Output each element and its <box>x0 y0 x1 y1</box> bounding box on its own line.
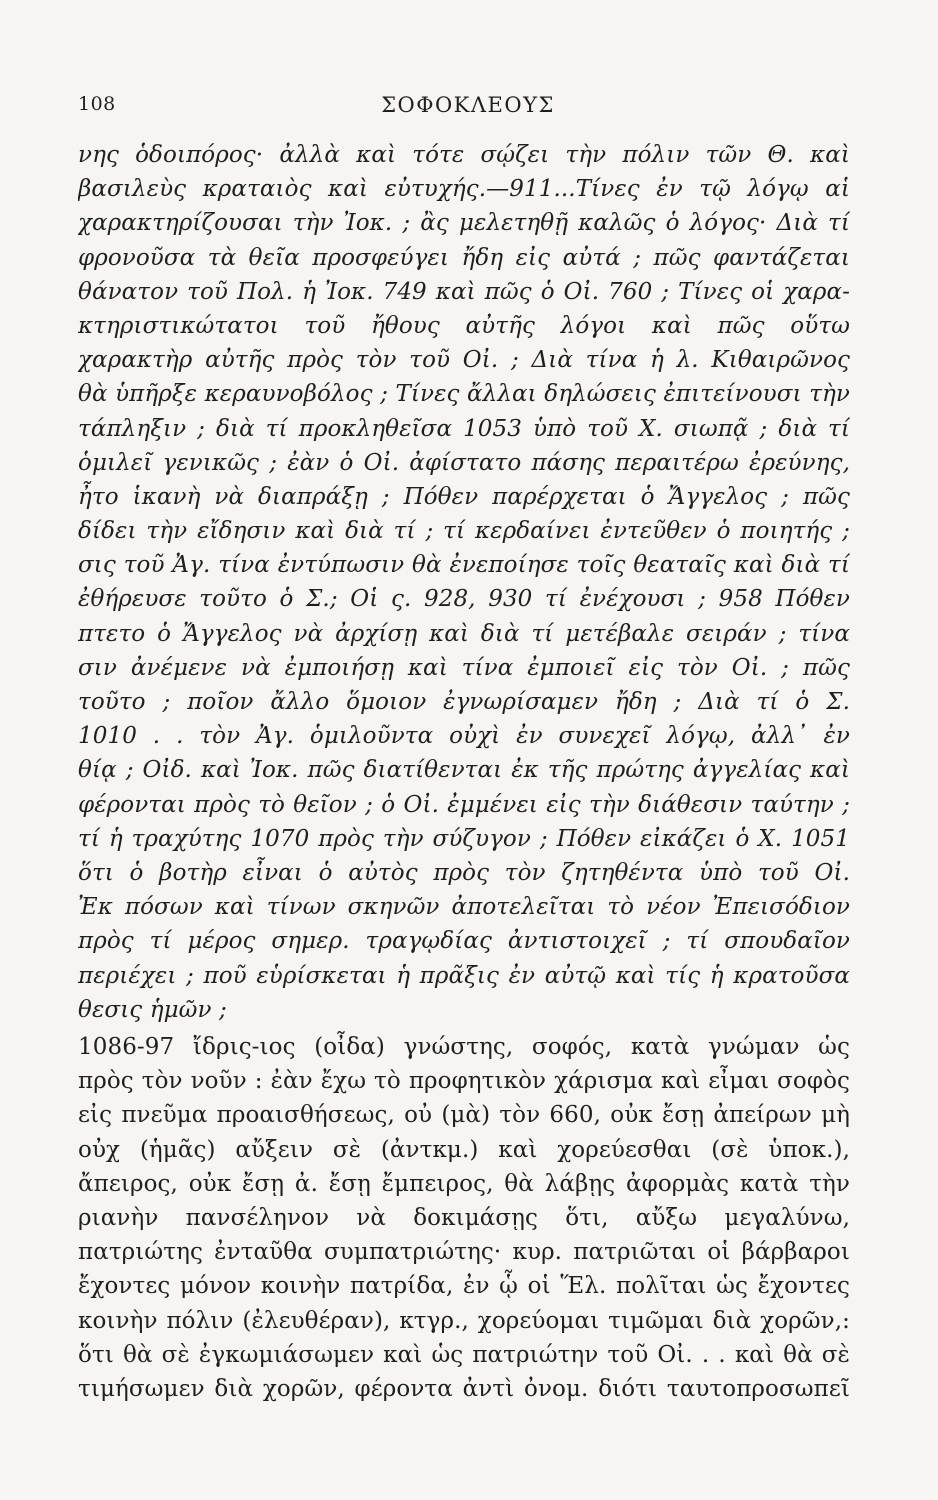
text-line: περιέχει ; ποῦ εὑρίσκεται ἡ πρᾶξις ἐν αὐτῷ καὶ τίς ἡ κρατοῦσα <box>78 962 850 989</box>
text-line: πατριώτης ἐνταῦθα συμπατριώτης· κυρ. πατριῶται οἱ βάρβαροι <box>78 1239 850 1266</box>
text-line: κοινὴν πόλιν (ἐλευθέραν), κτγρ., χορεύομαι τιμῶμαι διὰ χορῶν,: <box>78 1307 850 1334</box>
study-questions-paragraph <box>78 138 850 1027</box>
text-line: ἐθήρευσε τοῦτο ὁ Σ.; Οἱ ς. 928, 930 τί ἐνέχουσι ; 958 Πόθεν <box>78 586 850 613</box>
text-line: τιμήσωμεν διὰ χορῶν, φέροντα ἀντὶ ὀνομ. διότι ταυτοπροσωπεῖ <box>78 1375 850 1402</box>
text-line: ἄπειρος, οὐκ ἔσῃ ἀ. ἔσῃ ἔμπειρος, θὰ λάβῃς ἀφορμὰς κατὰ τὴν <box>78 1170 850 1197</box>
text-line: Ἐκ πόσων καὶ τίνων σκηνῶν ἀποτελεῖται τὸ νέον Ἐπεισόδιον <box>78 894 850 921</box>
page-header <box>78 93 858 127</box>
text-line: 1010 . . τὸν Ἀγ. ὁμιλοῦντα οὐχὶ ἐν συνεχεῖ λόγῳ, ἀλλ᾽ ἐν <box>78 723 850 750</box>
text-line: τοῦτο ; ποῖον ἄλλο ὅμοιον ἐγνωρίσαμεν ἤδη ; Διὰ τί ὁ Σ. <box>78 689 850 715</box>
text-line: βασιλεὺς κραταιὸς καὶ εὐτυχής.—911...Τίνες ἐν τῷ λόγῳ αἱ <box>78 176 850 203</box>
text-line: τάπληξιν ; διὰ τί προκληθεῖσα 1053 ὑπὸ τοῦ Χ. σιωπᾷ ; διὰ τί <box>78 415 850 442</box>
text-line: ὁμιλεῖ γενικῶς ; ἐὰν ὁ Οἰ. ἀφίστατο πάσης περαιτέρω ἐρεύνης, <box>78 449 850 476</box>
text-line: πρὸς τὸν νοῦν : ἐὰν ἔχω τὸ προφητικὸν χάρισμα καὶ εἶμαι σοφὸς <box>78 1068 850 1095</box>
text-line: θίᾳ ; Οἰδ. καὶ Ἰοκ. πῶς διατίθενται ἐκ τῆς πρώτης ἀγγελίας καὶ <box>78 757 850 784</box>
text-line: 1086-97 ἴδρις-ιος (οἶδα) γνώστης, σοφός, κατὰ γνώμαν ὡς <box>78 1034 850 1060</box>
text-line: χαρακτηρίζουσαι τὴν Ἰοκ. ; ἂς μελετηθῇ καλῶς ὁ λόγος· Διὰ τί <box>78 210 850 237</box>
text-line: ριανὴν πανσέληνον νὰ δοκιμάσῃς ὅτι, αὔξω μεγαλύνω, <box>78 1204 850 1231</box>
text-line: σις τοῦ Ἀγ. τίνα ἐντύπωσιν θὰ ἐνεποίησε τοῖς θεαταῖς καὶ διὰ τί <box>78 552 850 579</box>
text-line: κτηριστικώτατοι τοῦ ἤθους αὐτῆς λόγοι καὶ πῶς οὕτω <box>78 312 850 339</box>
text-line: εἰς πνεῦμα προαισθήσεως, οὐ (μὰ) τὸν 660, οὐκ ἔσῃ ἀπείρων μὴ <box>78 1102 850 1129</box>
page-number: 108 <box>78 93 116 115</box>
text-line: οὐχ (ἡμᾶς) αὔξειν σὲ (ἀντκμ.) καὶ χορεύεσθαι (σὲ ὑποκ.), <box>78 1136 850 1163</box>
commentary-paragraph <box>78 1030 850 1406</box>
running-title: ΣΟΦΟΚΛΕΟΥΣ <box>381 93 555 117</box>
text-line: θάνατον τοῦ Πολ. ἡ Ἰοκ. 749 καὶ πῶς ὁ Οἰ. 760 ; Τίνες οἱ χαρα- <box>78 278 850 305</box>
text-line: ἦτο ἱκανὴ νὰ διαπράξῃ ; Πόθεν παρέρχεται ὁ Ἄγγελος ; πῶς <box>78 483 850 510</box>
text-line: πρὸς τί μέρος σημερ. τραγῳδίας ἀντιστοιχεῖ ; τί σπουδαῖον <box>78 928 850 955</box>
text-line: θεσις ἡμῶν ; <box>78 996 227 1023</box>
text-line: χαρακτὴρ αὐτῆς πρὸς τὸν τοῦ Οἰ. ; Διὰ τίνα ἡ λ. Κιθαιρῶνος <box>78 347 850 374</box>
text-line: νης ὁδοιπόρος· ἀλλὰ καὶ τότε σῴζει τὴν πόλιν τῶν Θ. καὶ <box>78 142 850 168</box>
text-line: σιν ἀνέμενε νὰ ἐμποιήσῃ καὶ τίνα ἐμποιεῖ εἰς τὸν Οἰ. ; πῶς <box>78 654 850 681</box>
text-line: δίδει τὴν εἴδησιν καὶ διὰ τί ; τί κερδαίνει ἐντεῦθεν ὁ ποιητής ; <box>78 518 850 545</box>
text-line: ὅτι θὰ σὲ ἐγκωμιάσωμεν καὶ ὡς πατριώτην τοῦ Οἰ. . . καὶ θὰ σὲ <box>78 1341 850 1368</box>
text-line: φέρονται πρὸς τὸ θεῖον ; ὁ Οἰ. ἐμμένει εἰς τὴν διάθεσιν ταύτην ; <box>78 791 850 818</box>
text-line: τί ἡ τραχύτης 1070 πρὸς τὴν σύζυγον ; Πόθεν εἰκάζει ὁ Χ. 1051 <box>78 825 850 852</box>
text-line: ὅτι ὁ βοτὴρ εἶναι ὁ αὐτὸς πρὸς τὸν ζητηθέντα ὑπὸ τοῦ Οἰ. <box>78 859 850 886</box>
text-line: φρονοῦσα τὰ θεῖα προσφεύγει ἤδη εἰς αὐτά ; πῶς φαντάζεται <box>78 244 850 271</box>
text-line: πτετο ὁ Ἄγγελος νὰ ἀρχίσῃ καὶ διὰ τί μετέβαλε σειράν ; τίνα <box>78 620 850 647</box>
text-line: θὰ ὑπῆρξε κεραυνοβόλος ; Τίνες ἄλλαι δηλώσεις ἐπιτείνουσι τὴν <box>78 381 850 408</box>
text-line: ἔχοντες μόνον κοινὴν πατρίδα, ἐν ᾧ οἱ Ἕλ. πολῖται ὡς ἔχοντες <box>78 1273 850 1300</box>
